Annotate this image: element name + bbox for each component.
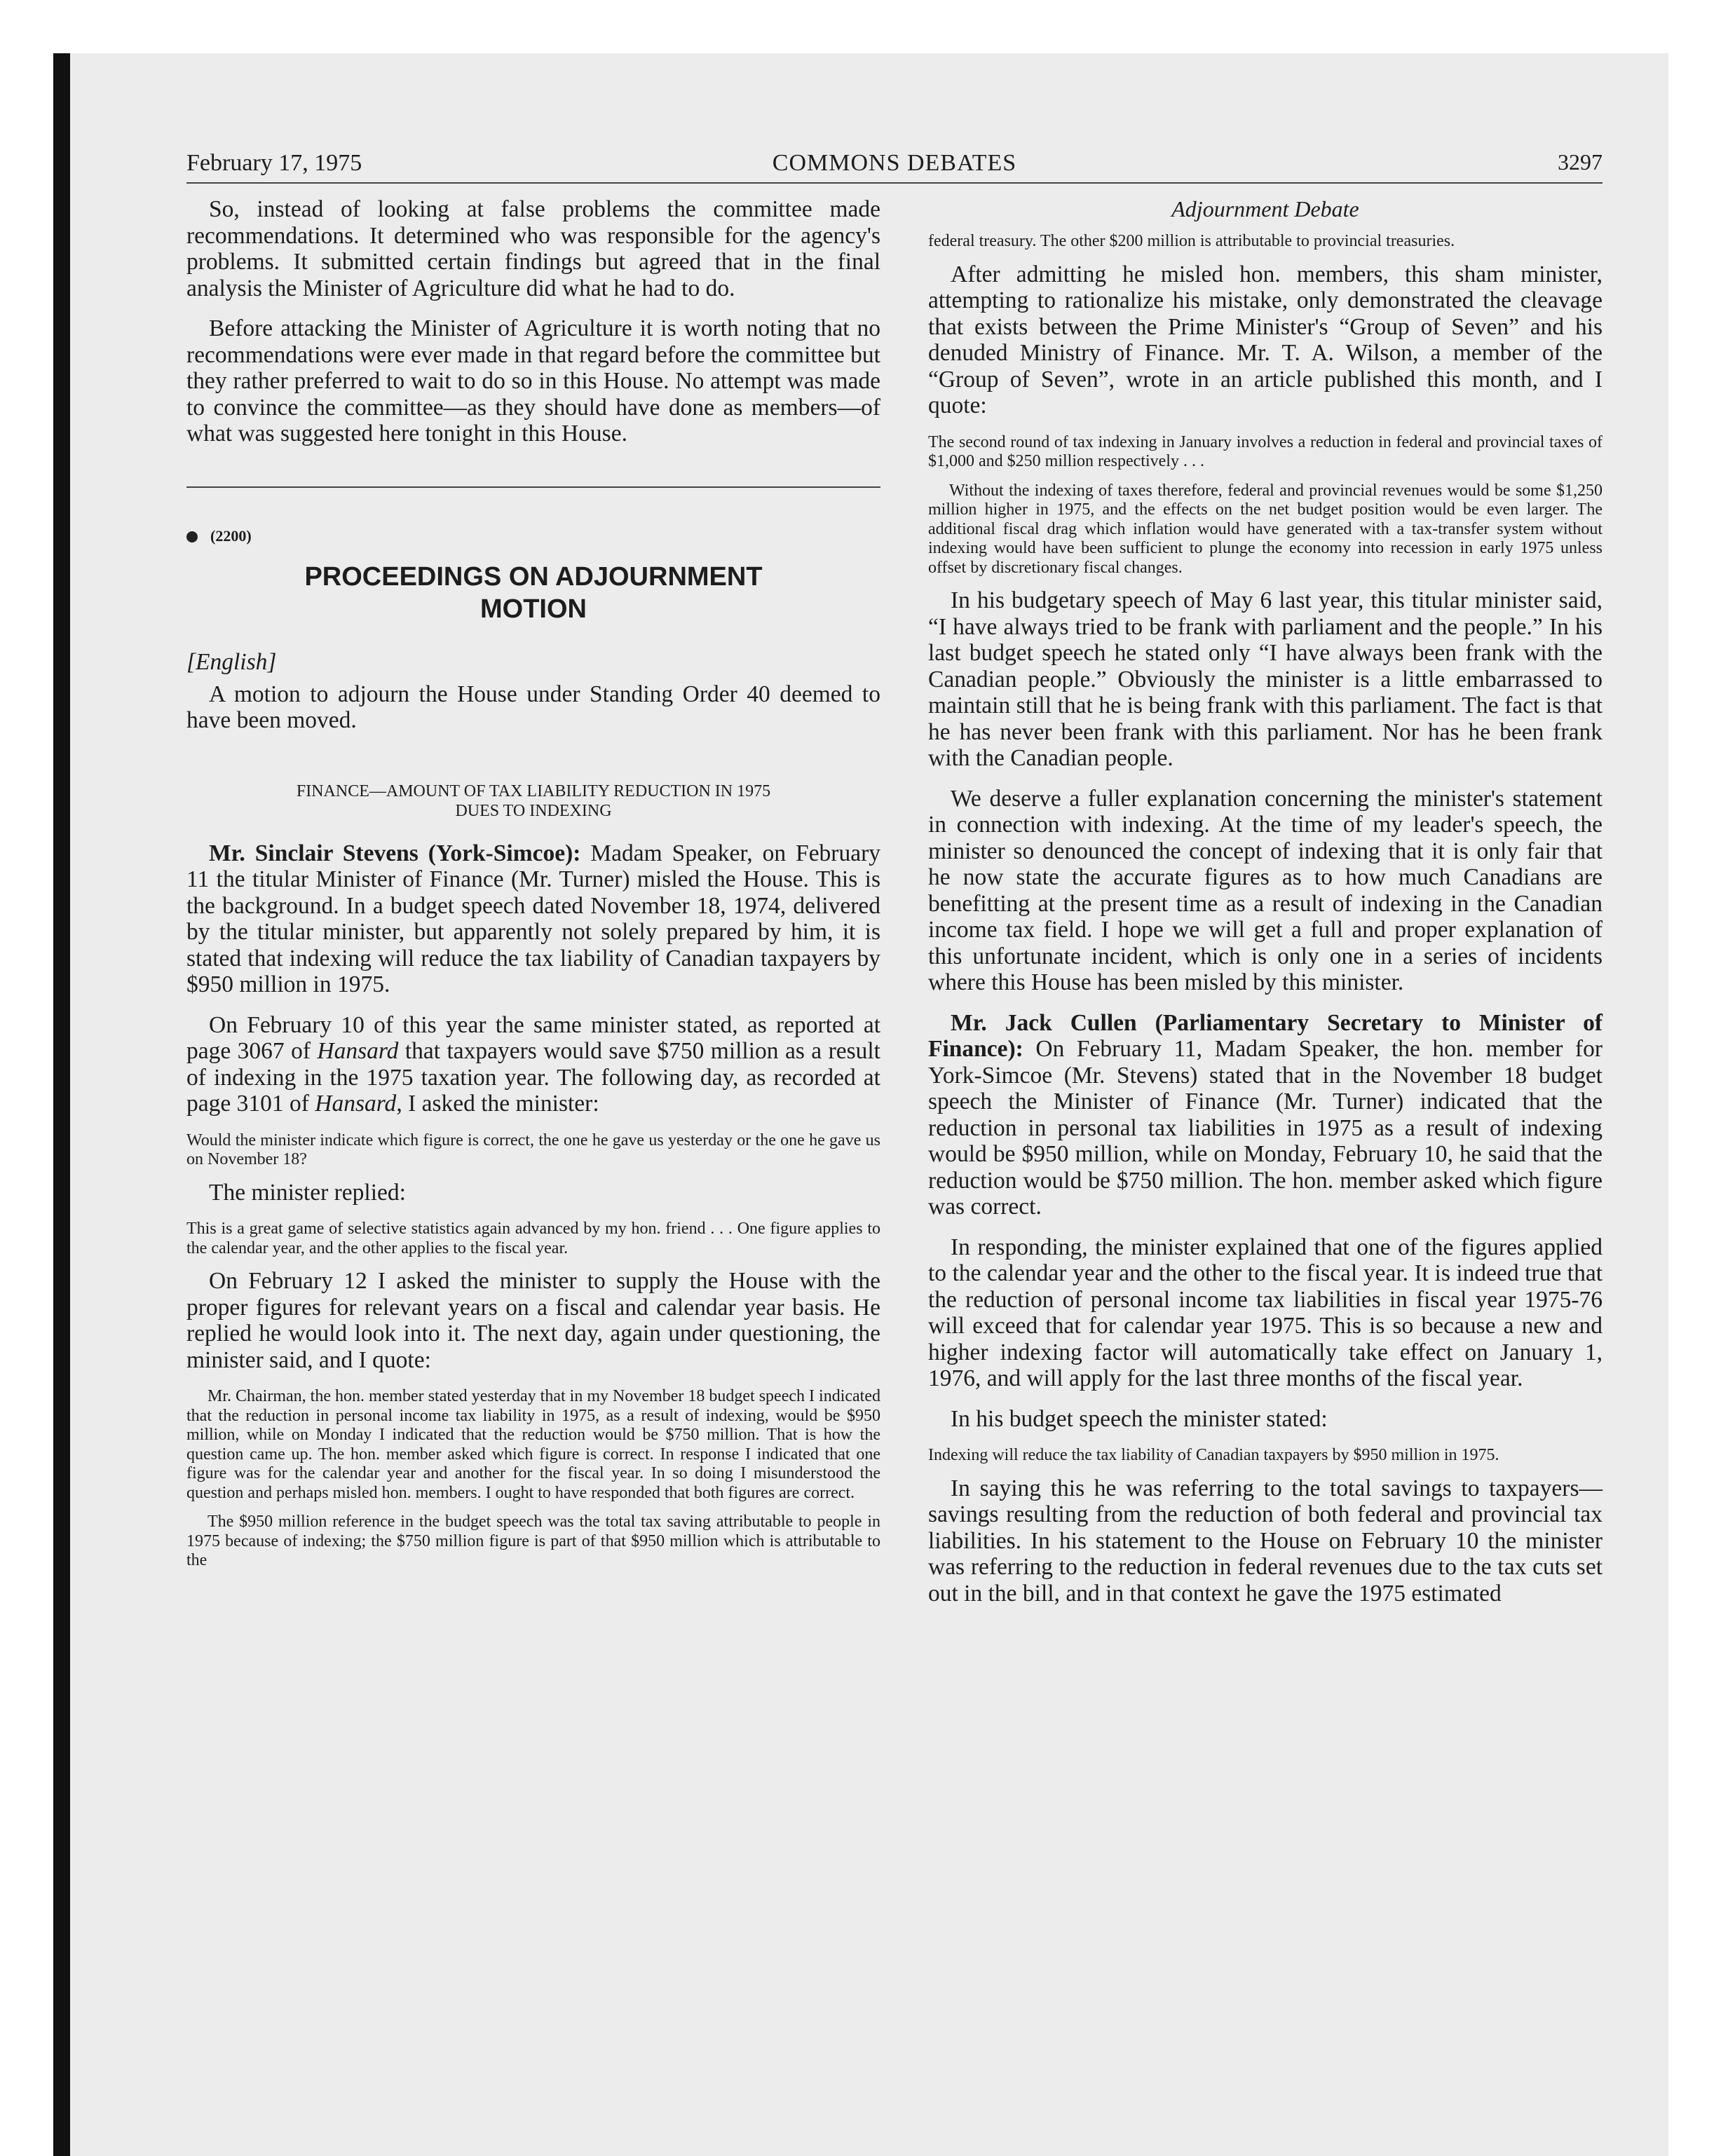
- block-quote: Indexing will reduce the tax liability of Canadian taxpayers by $950 million in 1975.: [928, 1446, 1499, 1464]
- block-quote: This is a great game of selective statistics again advanced by my hon. friend . . . One figure applies to the calendar year, and the other applies to the fiscal year.: [186, 1220, 880, 1257]
- language-tag: [English]: [186, 648, 277, 675]
- sub-heading-line: FINANCE—AMOUNT OF TAX LIABILITY REDUCTION IN 1975: [296, 782, 771, 800]
- hansard-ref: Hansard: [317, 1038, 399, 1064]
- paragraph: In his budget speech the minister stated:: [951, 1405, 1328, 1432]
- block-quote: federal treasury. The other $200 million is attributable to provincial treasuries.: [928, 232, 1455, 250]
- paragraph-text: Madam Speaker, on February 11 the titular Minister of Finance (Mr. Turner) misled the House. This is the background. In a budget speech dated November 18, 1974, delivered by the titular minister, but apparently not solely prepared by him, it is stated that indexing will reduce the tax liability of Canadian taxpayers by $950 million in 1975.: [186, 840, 880, 997]
- block-quote: Would the minister indicate which figure is correct, the one he gave us yesterday or the one he gave us on November 18?: [186, 1131, 880, 1168]
- header-title: COMMONS DEBATES: [772, 150, 1017, 176]
- section-heading-line: MOTION: [480, 594, 587, 624]
- paragraph: In saying this he was referring to the total savings to taxpayers—savings resulting from the reduction of both federal and provincial tax liabilities. In his statement to the House on February 10 the minister was referring to the reduction in federal revenues due to the tax cuts set out in the bill, and in that context he gave the 1975 estimated: [928, 1475, 1603, 1606]
- section-divider: [186, 486, 880, 488]
- paragraph: [186, 840, 880, 998]
- speaker-name: Mr. Jack Cullen (Parliamentary Secretary to Minister of Finance):: [928, 1009, 1603, 1062]
- paragraph: We deserve a fuller explanation concerning the minister's statement in connection with indexing. At the time of my leader's speech, the minister so denounced the concept of indexing that it is only fair that he now state the accurate figures as to how much Canadians are benefitting at the present time as a result of indexing in the Canadian income tax field. I hope we will get a full and proper explanation of this unfortunate incident, which is only one in a series of incidents where this House has been misled by this minister.: [928, 785, 1603, 995]
- paragraph: After admitting he misled hon. members, this sham minister, attempting to rationalize his mistake, only demonstrated the cleavage that exists between the Prime Minister's “Group of Seven” and his denuded Ministry of Finance. Mr. T. A. Wilson, a member of the “Group of Seven”, wrote in an article published this month, and I quote:: [928, 261, 1603, 418]
- paragraph-text: that taxpayers would save $750 million as a result of indexing in the 1975 taxation year. The following day, as recorded at page 3101 of: [186, 1038, 880, 1117]
- block-quote: Mr. Chairman, the hon. member stated yesterday that in my November 18 budget speech I indicated that the reduction in personal income tax liability in 1975, as a result of indexing, would be $950 million, while on Monday I indicated that the reduction would be $750 million. That is how the question came up. The hon. member asked which figure is correct. In response I indicated that one figure was for the calendar year and another for the fiscal year. In so doing I misunderstood the question and perhaps misled hon. members. I ought to have responded that both figures are correct.: [186, 1387, 880, 1502]
- sub-heading-line: DUES TO INDEXING: [455, 801, 612, 820]
- paragraph: A motion to adjourn the House under Standing Order 40 deemed to have been moved.: [186, 681, 880, 733]
- hansard-ref: Hansard: [315, 1091, 397, 1117]
- block-quote: The second round of tax indexing in January involves a reduction in federal and provincial taxes of $1,000 and $250 million respectively . . .: [928, 432, 1603, 470]
- sub-heading: [186, 782, 880, 821]
- paragraph-text: , I asked the minister:: [396, 1091, 599, 1117]
- section-heading: [186, 561, 880, 625]
- bullet-icon: [186, 531, 198, 543]
- right-column: [928, 196, 1603, 1621]
- block-quote: The $950 million reference in the budget speech was the total tax saving attributable to people in 1975 because of indexing; the $750 million figure is part of that $950 million which is attributable to the: [186, 1513, 880, 1569]
- paragraph: Before attacking the Minister of Agriculture it is worth noting that no recommendations were ever made in that regard before the committee but they rather preferred to wait to do so in this House. No attempt was made to convince the committee—as they should have done as members—of what was suggested here tonight in this House.: [186, 315, 880, 446]
- page-header: [186, 140, 1603, 184]
- timestamp-text: (2200): [210, 526, 252, 545]
- paragraph: [928, 1010, 1603, 1220]
- timestamp: [186, 527, 880, 545]
- speaker-name: Mr. Sinclair Stevens (York-Simcoe):: [209, 840, 581, 866]
- paragraph: [186, 1012, 880, 1117]
- header-date: February 17, 1975: [186, 150, 362, 176]
- block-quote: Without the indexing of taxes therefore, federal and provincial revenues would be some $1,250 million higher in 1975, and the effects on the net budget position would be even larger. The additional fiscal drag which inflation would have generated with a tax-transfer system without indexing would have been sufficient to plunge the economy into recession in early 1975 unless offset by discretionary fiscal changes.: [928, 481, 1603, 577]
- paragraph: The minister replied:: [209, 1179, 406, 1206]
- running-head: Adjournment Debate: [1171, 196, 1359, 221]
- section-heading-line: PROCEEDINGS ON ADJOURNMENT: [304, 561, 763, 592]
- left-column: [186, 196, 880, 1581]
- scan-edge: [53, 53, 70, 2156]
- paragraph: In responding, the minister explained that one of the figures applied to the calendar year and the other to the fiscal year. It is indeed true that the reduction of personal income tax liabilities in fiscal year 1975-76 will exceed that for calendar year 1975. This is so because a new and higher indexing factor will automatically take effect on January 1, 1976, and will apply for the last three months of the fiscal year.: [928, 1234, 1603, 1391]
- paragraph-text: On February 11, Madam Speaker, the hon. member for York-Simcoe (Mr. Stevens) stated that in the November 18 budget speech the Minister of Finance (Mr. Turner) indicated that the reduction in personal tax liabilities in 1975 as a result of indexing would be $950 million, while on Monday, February 10, he said that the reduction would be $750 million. The hon. member asked which figure was correct.: [928, 1036, 1603, 1220]
- paragraph: In his budgetary speech of May 6 last year, this titular minister said, “I have always tried to be frank with parliament and the people.” In his last budget speech he stated only “I have always been frank with the Canadian people.” Obviously the minister is a little embarrassed to maintain still that he is being frank with this parliament. The fact is that he has never been frank with this parliament. Nor has he been frank with the Canadian people.: [928, 587, 1603, 771]
- paragraph-text: On February 10 of this year the same minister stated, as reported at page 3067 of: [186, 1011, 880, 1064]
- paragraph: So, instead of looking at false problems the committee made recommendations. It determined who was responsible for the agency's problems. It submitted certain findings but agreed that in the final analysis the Minister of Agriculture did what he had to do.: [186, 196, 880, 301]
- paragraph: On February 12 I asked the minister to supply the House with the proper figures for relevant years on a fiscal and calendar year basis. He replied he would look into it. The next day, again under questioning, the minister said, and I quote:: [186, 1268, 880, 1373]
- header-page-number: 3297: [1558, 149, 1603, 175]
